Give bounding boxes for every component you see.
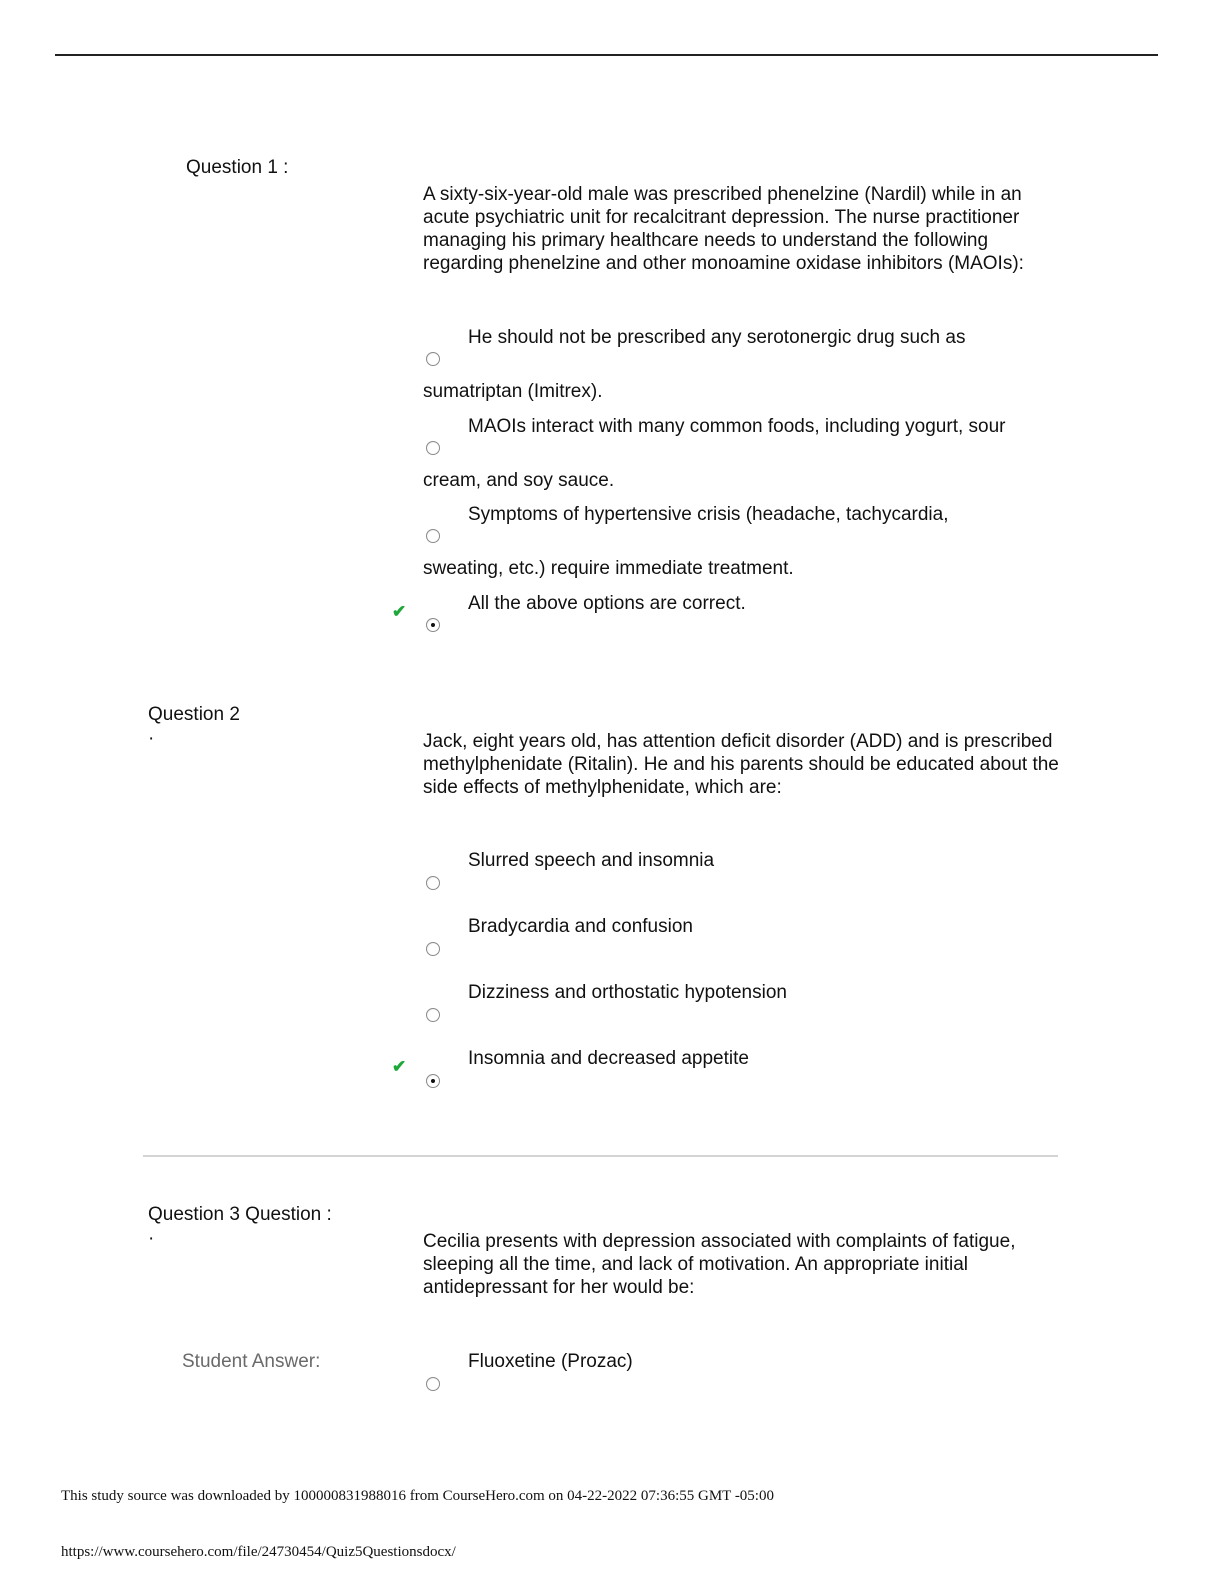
q2-option-3-radio[interactable] <box>426 1008 440 1022</box>
q1-correct-check-icon: ✔ <box>392 602 407 621</box>
question-3-stem: Cecilia presents with depression associated with complaints of fatigue, sleeping all the time, and lack of motivation. An appropriate initial antidepressant for her would be: <box>423 1231 1016 1298</box>
q1-option-2-text-cont: cream, and soy sauce. <box>423 470 615 491</box>
q1-option-1-radio[interactable] <box>426 352 440 366</box>
q1-option-4-radio[interactable] <box>426 618 440 632</box>
q2-option-2-radio[interactable] <box>426 942 440 956</box>
download-notice: This study source was downloaded by 100000831988016 from CourseHero.com on 04-22-2022 07:36:55 GMT -05:00 <box>61 1488 774 1504</box>
student-answer-label: Student Answer: <box>182 1351 321 1372</box>
section-divider <box>143 1155 1058 1157</box>
source-url-link[interactable]: https://www.coursehero.com/file/24730454/Quiz5Questionsdocx/ <box>61 1544 456 1560</box>
q1-option-1-text-cont: sumatriptan (Imitrex). <box>423 381 603 402</box>
q1-option-3-radio[interactable] <box>426 529 440 543</box>
q2-correct-check-icon: ✔ <box>392 1057 407 1076</box>
q1-option-2-text: MAOIs interact with many common foods, including yogurt, sour <box>468 416 1006 437</box>
q1-option-2-radio[interactable] <box>426 441 440 455</box>
q2-option-2-text: Bradycardia and confusion <box>468 916 693 937</box>
q3-option-1-radio[interactable] <box>426 1377 440 1391</box>
question-1-label: Question 1 : <box>186 157 289 178</box>
question-2-label: Question 2 <box>148 704 240 725</box>
q1-option-4-text: All the above options are correct. <box>468 593 746 614</box>
q2-option-4-text: Insomnia and decreased appetite <box>468 1048 749 1069</box>
question-3-label: Question 3 Question : <box>148 1204 332 1225</box>
q2-option-3-text: Dizziness and orthostatic hypotension <box>468 982 787 1003</box>
question-2-stem: Jack, eight years old, has attention deficit disorder (ADD) and is prescribed methylphenidate (Ritalin). He and his parents should be educated about the side effects of methylphenidate, which are: <box>423 731 1059 798</box>
q2-option-1-radio[interactable] <box>426 876 440 890</box>
q1-option-1-text: He should not be prescribed any serotonergic drug such as <box>468 327 966 348</box>
q3-option-1-text: Fluoxetine (Prozac) <box>468 1351 633 1372</box>
question-3-marker: · <box>148 1228 155 1249</box>
question-1-stem: A sixty-six-year-old male was prescribed phenelzine (Nardil) while in an acute psychiatric unit for recalcitrant depression. The nurse practitioner managing his primary healthcare needs to understand the following regarding phenelzine and other monoamine oxidase inhibitors (MAOIs): <box>423 184 1024 274</box>
question-2-marker: · <box>148 728 155 749</box>
q2-option-4-radio[interactable] <box>426 1074 440 1088</box>
top-divider <box>55 54 1158 56</box>
q2-option-1-text: Slurred speech and insomnia <box>468 850 715 871</box>
q1-option-3-text: Symptoms of hypertensive crisis (headache, tachycardia, <box>468 504 949 525</box>
q1-option-3-text-cont: sweating, etc.) require immediate treatment. <box>423 558 794 579</box>
